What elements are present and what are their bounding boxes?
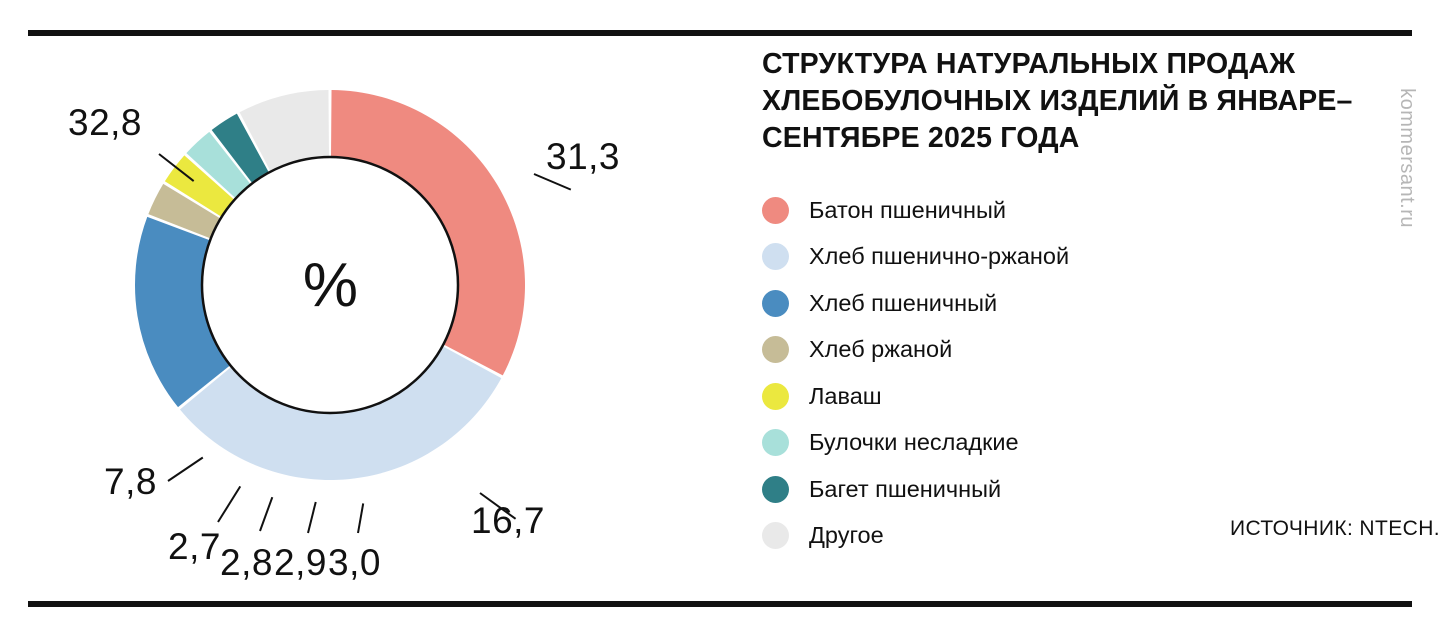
legend-label: Другое [809, 522, 884, 549]
donut-svg [100, 55, 560, 515]
right-column [762, 46, 1362, 559]
slice-value-2-7: 2,7 [168, 526, 221, 567]
legend [762, 187, 1362, 559]
top-divider [28, 30, 1412, 36]
legend-swatch-icon [762, 336, 789, 363]
legend-swatch-icon [762, 197, 789, 224]
slice-value-2-8: 2,8 [220, 542, 273, 583]
page-title: СТРУКТУРА НАТУРАЛЬНЫХ ПРОДАЖ ХЛЕБОБУЛОЧНЫХ ИЗДЕЛИЙ В ЯНВАРЕ–СЕНТЯБРЕ 2025 ГОДА [762, 48, 1353, 155]
percent-symbol: % [302, 250, 358, 320]
slice-value-2-9: 2,9 [274, 542, 327, 583]
legend-label: Батон пшеничный [809, 196, 1007, 223]
watermark: kommersant.ru [1396, 88, 1418, 228]
bottom-divider [28, 601, 1412, 607]
legend-item[interactable] [762, 280, 1362, 327]
slice-value-3-0: 3,0 [328, 542, 381, 583]
slice-value-31-3: 31,3 [546, 136, 621, 177]
legend-swatch-icon [762, 522, 789, 549]
slice-value-7-8: 7,8 [104, 461, 157, 502]
legend-label: Булочки несладкие [809, 429, 1019, 456]
legend-label: Багет пшеничный [809, 475, 1002, 502]
legend-item[interactable] [762, 234, 1362, 281]
legend-swatch-icon [762, 476, 789, 503]
legend-swatch-icon [762, 383, 789, 410]
chart-area [28, 40, 728, 596]
legend-item[interactable] [762, 187, 1362, 234]
legend-swatch-icon [762, 429, 789, 456]
legend-item[interactable] [762, 466, 1362, 513]
legend-label: Хлеб ржаной [809, 336, 953, 363]
legend-item[interactable] [762, 373, 1362, 420]
legend-item[interactable] [762, 420, 1362, 467]
legend-item[interactable] [762, 327, 1362, 374]
legend-swatch-icon [762, 243, 789, 270]
legend-swatch-icon [762, 290, 789, 317]
legend-label: Хлеб пшенично-ржаной [809, 243, 1070, 270]
slice-value-16-7: 16,7 [471, 500, 546, 541]
donut-hole [202, 157, 458, 413]
slice-value-32-8: 32,8 [68, 102, 143, 143]
donut-chart [100, 55, 560, 515]
legend-label: Хлеб пшеничный [809, 289, 998, 316]
source-note: ИСТОЧНИК: NTECH. [1229, 517, 1440, 540]
legend-label: Лаваш [809, 382, 882, 409]
